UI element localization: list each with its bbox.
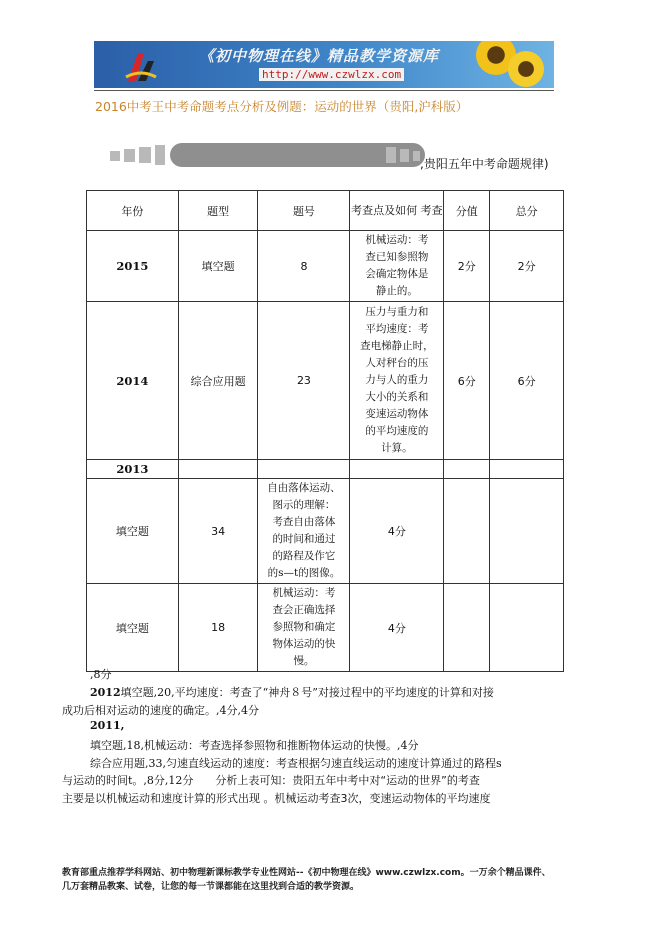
header-banner xyxy=(94,41,554,88)
header-type: 题型 xyxy=(178,191,258,231)
row-desc: 自由落体运动、 图示的理解： 考查自由落体 的时间和通过 的路程及作它 的s—t的图像。 xyxy=(258,479,350,584)
text-line: 2011, xyxy=(90,719,125,732)
row-desc: 机械运动：考 查已知参照物 会确定物体是 静止的。 xyxy=(350,231,444,302)
text-line: 成功后相对运动的速度的确定。,4分,4分 xyxy=(62,704,259,717)
row-number: 8 xyxy=(258,231,350,302)
row-score: 4分 xyxy=(350,479,444,584)
table-row xyxy=(87,479,564,584)
row-desc: 压力与重力和 平均速度：考 查电梯静止时， 人对秤台的压 力与人的重力 大小的关系和 变速运动物体 的平均速度的 计算。 xyxy=(350,302,444,460)
row-total: 2分 xyxy=(490,231,564,302)
row-type: 填空题 xyxy=(178,231,258,302)
row-year: 2015 xyxy=(87,231,179,302)
header-divider xyxy=(94,90,554,91)
row-type: 填空题 xyxy=(87,479,179,584)
row-number: 18 xyxy=(178,584,258,672)
row-number: 23 xyxy=(258,302,350,460)
section-label: ,贵阳五年中考命题规律) xyxy=(420,157,549,171)
text-line: 主要是以机械运动和速度计算的形式出现 。机械运动考查3次，变速运动物体的平均速度 xyxy=(62,792,491,805)
row-type: 填空题 xyxy=(87,584,179,672)
header-number: 题号 xyxy=(258,191,350,231)
row-year: 2014 xyxy=(87,302,179,460)
site-logo-icon xyxy=(124,47,158,83)
footer-line: 几万套精品教案、试卷，让您的每一节课都能在这里找到合适的教学资源。 xyxy=(62,882,360,892)
banner-title: 《初中物理在线》精品教学资源库 xyxy=(199,47,440,65)
banner-url[interactable]: http://www.czwlzx.com xyxy=(259,68,404,81)
text-line: 综合应用题,33,匀速直线运动的速度：考查根据匀速直线运动的速度计算通过的路程s xyxy=(90,757,502,770)
row-score: 4分 xyxy=(350,584,444,672)
row-number: 34 xyxy=(178,479,258,584)
header-total: 总分 xyxy=(490,191,564,231)
text-line: 与运动的时间t。,8分,12分 分析上表可知：贵阳五年中考中对“运动的世界”的考查 xyxy=(62,774,480,787)
row-type: 综合应用题 xyxy=(178,302,258,460)
footer-line: 教育部重点推荐学科网站、初中物理新课标教学专业性网站--《初中物理在线》www.czwlzx.com。一万余个精品课件、 xyxy=(62,868,551,878)
table-row xyxy=(87,584,564,672)
table-row xyxy=(87,460,564,479)
text-line: 2012填空题,20,平均速度：考查了“神舟８号”对接过程中的平均速度的计算和对接 xyxy=(90,686,494,699)
document-title: 2016中考王中考命题考点分析及例题：运动的世界（贵阳,沪科版） xyxy=(95,99,469,114)
header-point: 考查点及如何 考查 xyxy=(350,191,444,231)
sunflower-image xyxy=(508,51,544,87)
table-header-row xyxy=(87,191,564,231)
row-total: 6分 xyxy=(490,302,564,460)
table-row xyxy=(87,231,564,302)
table-row xyxy=(87,302,564,460)
header-year: 年份 xyxy=(87,191,179,231)
row-year: 2013 xyxy=(87,460,179,479)
row-score: 2分 xyxy=(444,231,490,302)
exam-table xyxy=(86,190,564,672)
row-desc: 机械运动：考 查会正确选择 参照物和确定 物体运动的快 慢。 xyxy=(258,584,350,672)
text-line: 填空题,18,机械运动：考查选择参照物和推断物体运动的快慢。,4分 xyxy=(90,739,419,752)
text-line: ,8分 xyxy=(90,668,112,681)
header-score: 分值 xyxy=(444,191,490,231)
page-footer xyxy=(62,866,622,894)
row-score: 6分 xyxy=(444,302,490,460)
